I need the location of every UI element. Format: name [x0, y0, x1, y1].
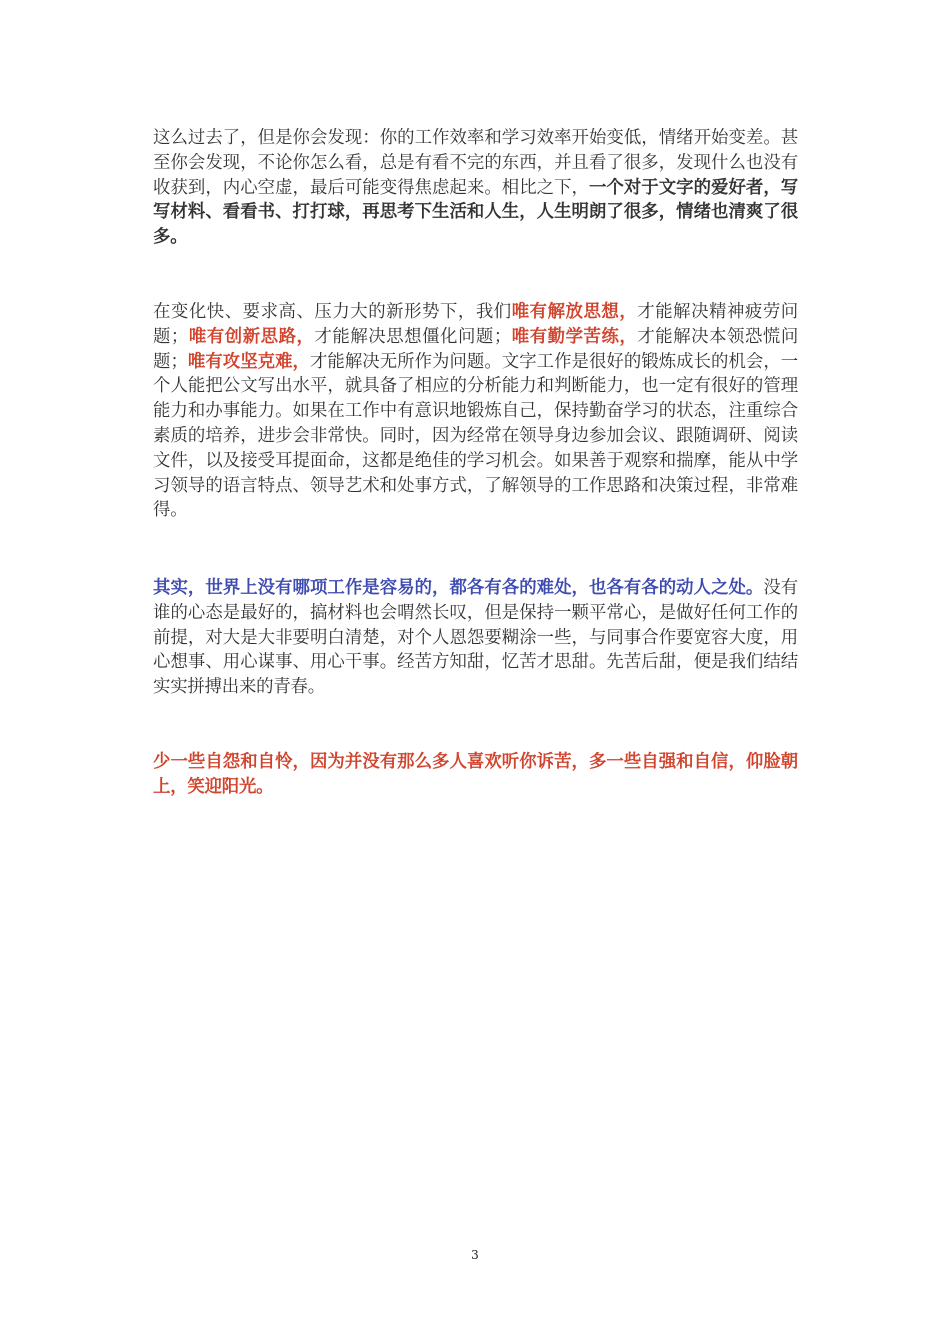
- paragraph-4: [153, 750, 798, 800]
- text-run: 才能解决本领恐慌问题；: [153, 326, 799, 372]
- text-run-bold: 一个对于文字的爱好者，写写材料、看看书、打打球，再思考下生活和人生，人生明朗了很多，情绪也清爽了很多。: [153, 177, 798, 248]
- text-run: 这么过去了，但是你会发现：你的工作效率和学习效率开始变低，情绪开始变差。甚至你会发现，不论你怎么看，总是有看不完的东西，并且看了很多，发现什么也没有收获到，内心空虚，最后可能变得焦虑起来。相比之下，: [153, 128, 798, 198]
- page-number: 3: [471, 1248, 479, 1262]
- text-run: 没有谁的心态是最好的，搞材料也会喟然长叹，但是保持一颗平常心，是做好任何工作的前提，对大是大非要明白清楚，对个人恩怨要糊涂一些，与同事合作要宽容大度，用心想事、用心谋事、用心干事。经苦方知甜，忆苦才思甜。先苦后甜，便是我们结结实实拼搏出来的青春。: [153, 578, 798, 698]
- text-run: 才能解决思想僵化问题；: [314, 326, 512, 347]
- paragraph-1: [153, 126, 798, 250]
- text-run-red-emphasis: 唯有勤学苦练，: [511, 326, 638, 347]
- text-run-red-emphasis: 唯有创新思路，: [188, 326, 315, 347]
- text-run: 才能解决无所作为问题。文字工作是很好的锻炼成长的机会，一个人能把公文写出水平，就具备了相应的分析能力和判断能力，也一定有很好的管理能力和办事能力。如果在工作中有意识地锻炼自己，保持勤奋学习的状态，注重综合素质的培养，进步会非常快。同时，因为经常在领导身边参加会议、跟随调研、阅读文件，以及接受耳提面命，这都是绝佳的学习机会。如果善于观察和揣摩，能从中学习领导的语言特点、领导艺术和处事方式，了解领导的工作思路和决策过程，非常难得。: [153, 351, 799, 521]
- text-run-red-emphasis: 少一些自怨和自怜，因为并没有那么多人喜欢听你诉苦，多一些自强和自信，仰脸朝上，笑迎阳光。: [153, 752, 798, 797]
- text-run-red-emphasis: 唯有攻坚克难，: [187, 351, 310, 372]
- text-run: 在变化快、要求高、压力大的新形势下，我们: [153, 302, 512, 322]
- text-run-blue-emphasis: 其实，世界上没有哪项工作是容易的，都各有各的难处，也各有各的动人之处。: [153, 578, 764, 598]
- text-run: 才能解决精神疲劳问题；: [153, 302, 798, 347]
- paragraph-3: [153, 576, 798, 700]
- paragraph-2: [153, 300, 798, 523]
- text-run-red-emphasis: 唯有解放思想，: [511, 302, 638, 322]
